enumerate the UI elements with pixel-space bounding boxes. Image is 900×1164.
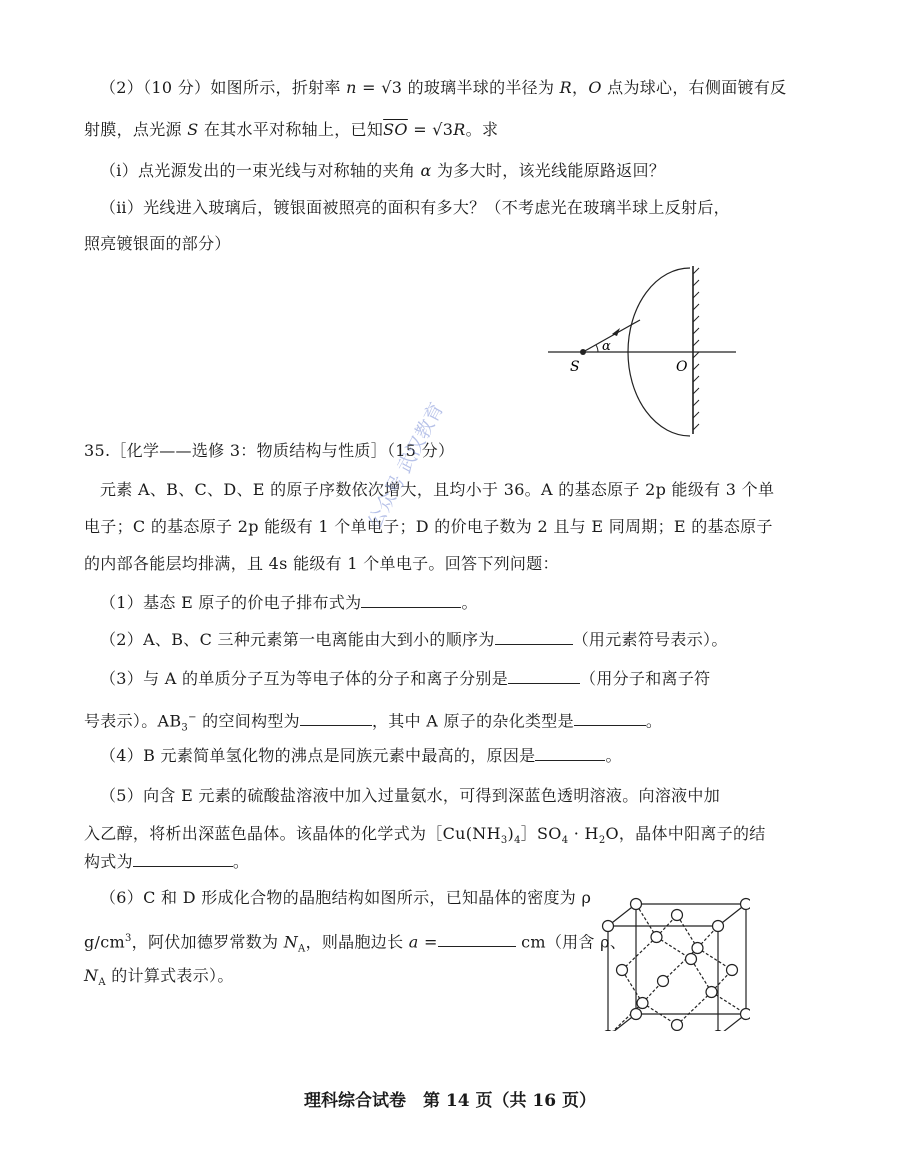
var-SO: $\overline{SO}$ bbox=[383, 120, 408, 139]
text: 构式为 bbox=[84, 852, 133, 871]
chem-q3 bbox=[100, 669, 710, 689]
bond bbox=[657, 937, 692, 959]
var-R: R bbox=[453, 120, 466, 139]
answer-blank[interactable] bbox=[300, 711, 372, 726]
atom bbox=[617, 965, 628, 976]
atom bbox=[631, 1009, 642, 1020]
light-ray bbox=[583, 320, 640, 352]
atom bbox=[672, 910, 683, 921]
subscript: 4 bbox=[561, 835, 569, 847]
alpha-label: α bbox=[602, 339, 611, 354]
text: ) bbox=[507, 824, 515, 843]
point-source bbox=[580, 349, 586, 355]
answer-blank[interactable] bbox=[508, 669, 580, 684]
text: 入乙醇，将析出深蓝色晶体。该晶体的化学式为［Cu(NH bbox=[84, 824, 501, 843]
subscript: A bbox=[98, 977, 106, 989]
text: （用分子和离子符 bbox=[580, 669, 711, 688]
text: ］SO bbox=[520, 824, 562, 843]
var-alpha: α bbox=[420, 161, 432, 180]
text: 的空间构型为 bbox=[196, 711, 300, 731]
text: 为多大时，该光线能原路返回？ bbox=[431, 161, 666, 180]
physics-question-line-2 bbox=[84, 120, 498, 140]
chem-q5-cont2 bbox=[84, 852, 249, 872]
physics-subquestion-ii-cont: 照亮镀银面的部分） bbox=[84, 234, 231, 253]
text: ， bbox=[572, 78, 589, 97]
text: 在其水平对称轴上，已知 bbox=[198, 120, 384, 139]
chem-paragraph-3: 的内部各能层均排满，且 4s 能级有 1 个单电子。回答下列问题： bbox=[84, 554, 559, 573]
answer-blank[interactable] bbox=[535, 746, 605, 761]
angle-arc bbox=[596, 345, 598, 352]
atom bbox=[637, 998, 648, 1009]
physics-subquestion-ii: （ⅱ）光线进入玻璃后，镀银面被照亮的面积有多大？（不考虑光在玻璃半球上反射后， bbox=[100, 198, 730, 217]
s-label: S bbox=[570, 359, 580, 375]
atom bbox=[692, 943, 703, 954]
text: O，晶体中阳离子的结 bbox=[605, 824, 766, 843]
var-a: a bbox=[408, 932, 419, 952]
atom bbox=[713, 1031, 724, 1032]
text: = √3 的玻璃半球的半径为 bbox=[356, 78, 560, 97]
atom bbox=[741, 899, 751, 910]
answer-blank[interactable] bbox=[495, 630, 573, 645]
atom bbox=[713, 921, 724, 932]
atom bbox=[658, 976, 669, 987]
o-label: O bbox=[676, 359, 688, 375]
subscript: 3 bbox=[181, 722, 189, 734]
subscript: 3 bbox=[500, 835, 508, 847]
chem-q1 bbox=[100, 593, 478, 613]
atom bbox=[727, 965, 738, 976]
text: · H bbox=[568, 824, 599, 843]
text: 的计算式表示）。 bbox=[105, 966, 234, 985]
crystal-cell-diagram bbox=[600, 876, 750, 1031]
text: 。 bbox=[645, 711, 663, 731]
bond bbox=[622, 937, 657, 970]
answer-blank[interactable] bbox=[361, 593, 461, 608]
var-N: N bbox=[283, 932, 299, 952]
text: （ⅰ）点光源发出的一束光线与对称轴的夹角 bbox=[100, 161, 421, 180]
text: （4）B 元素简单氢化物的沸点是同族元素中最高的，原因是 bbox=[100, 746, 536, 765]
var-n: n bbox=[346, 78, 357, 97]
superscript: − bbox=[188, 712, 197, 723]
text: 点为球心，右侧面镀有反 bbox=[601, 78, 787, 97]
atom bbox=[706, 987, 717, 998]
atom bbox=[603, 1031, 614, 1032]
physics-subquestion-i bbox=[100, 161, 665, 181]
text: = √3 bbox=[407, 120, 454, 139]
chem-paragraph-1: 元素 A、B、C、D、E 的原子序数依次增大，且均小于 36。A 的基态原子 2p 能级有 3 个单 bbox=[100, 480, 775, 499]
text: （用元素符号表示）。 bbox=[572, 630, 728, 649]
text: ，阿伏加德罗常数为 bbox=[131, 932, 284, 952]
text: （1）基态 E 原子的价电子排布式为 bbox=[100, 593, 362, 612]
text: （2）（10 分）如图所示，折射率 bbox=[100, 78, 347, 97]
text: ，其中 A 原子的杂化类型是 bbox=[371, 711, 574, 731]
chem-paragraph-2: 电子；C 的基态原子 2p 能级有 1 个单电子；D 的价电子数为 2 且与 E 同周期；E 的基态原子 bbox=[84, 517, 773, 536]
bond bbox=[698, 948, 733, 970]
chem-q2 bbox=[100, 630, 728, 650]
subscript: 4 bbox=[514, 835, 521, 847]
atom bbox=[631, 899, 642, 910]
text: 。 bbox=[232, 852, 250, 871]
atom bbox=[651, 932, 662, 943]
atom bbox=[603, 921, 614, 932]
chem-q6: （6）C 和 D 形成化合物的晶胞结构如图所示，已知晶体的密度为 ρ bbox=[100, 888, 592, 907]
chem-q6-cont bbox=[84, 929, 626, 960]
text: g/cm bbox=[84, 932, 125, 952]
chem-q3-cont bbox=[84, 708, 662, 739]
bond bbox=[712, 992, 747, 1014]
hemisphere-diagram bbox=[540, 260, 750, 440]
physics-question-line-1 bbox=[100, 78, 786, 98]
chem-q5-cont bbox=[84, 824, 766, 851]
bond bbox=[677, 992, 712, 1025]
var-S: S bbox=[187, 120, 199, 139]
text: ，则晶胞边长 bbox=[305, 932, 409, 952]
var-N: N bbox=[84, 966, 99, 985]
text: = bbox=[418, 932, 438, 952]
text: 。 bbox=[605, 746, 622, 765]
var-R: R bbox=[559, 78, 573, 97]
chem-question-title: 35.［化学——选修 3：物质结构与性质］（15 分） bbox=[84, 441, 455, 460]
answer-blank[interactable] bbox=[438, 932, 516, 947]
subscript: A bbox=[298, 943, 306, 955]
var-O: O bbox=[588, 78, 602, 97]
chem-q4 bbox=[100, 746, 622, 766]
text: 号表示）。AB bbox=[84, 711, 182, 731]
superscript: 3 bbox=[124, 933, 132, 944]
answer-blank[interactable] bbox=[133, 852, 233, 867]
text: 。求 bbox=[465, 120, 499, 139]
answer-blank[interactable] bbox=[574, 711, 646, 726]
text: 。 bbox=[461, 593, 478, 612]
atom bbox=[686, 954, 697, 965]
atom bbox=[672, 1020, 683, 1031]
text: cm（用含 ρ、 bbox=[515, 932, 627, 952]
atom bbox=[741, 1009, 751, 1020]
chem-q5: （5）向含 E 元素的硫酸盐溶液中加入过量氨水，可得到深蓝色透明溶液。向溶液中加 bbox=[100, 786, 721, 805]
text: （3）与 A 的单质分子互为等电子体的分子和离子分别是 bbox=[100, 669, 509, 688]
subscript: 2 bbox=[598, 835, 606, 847]
text: 射膜，点光源 bbox=[84, 120, 188, 139]
text: （2）A、B、C 三种元素第一电离能由大到小的顺序为 bbox=[100, 630, 495, 649]
chem-q6-cont2 bbox=[84, 966, 234, 993]
mirror-hatching bbox=[693, 268, 699, 430]
page-footer: 理科综合试卷 第 14 页（共 16 页） bbox=[304, 1091, 596, 1111]
watermark: 公众号 武汉教育 bbox=[363, 399, 449, 533]
